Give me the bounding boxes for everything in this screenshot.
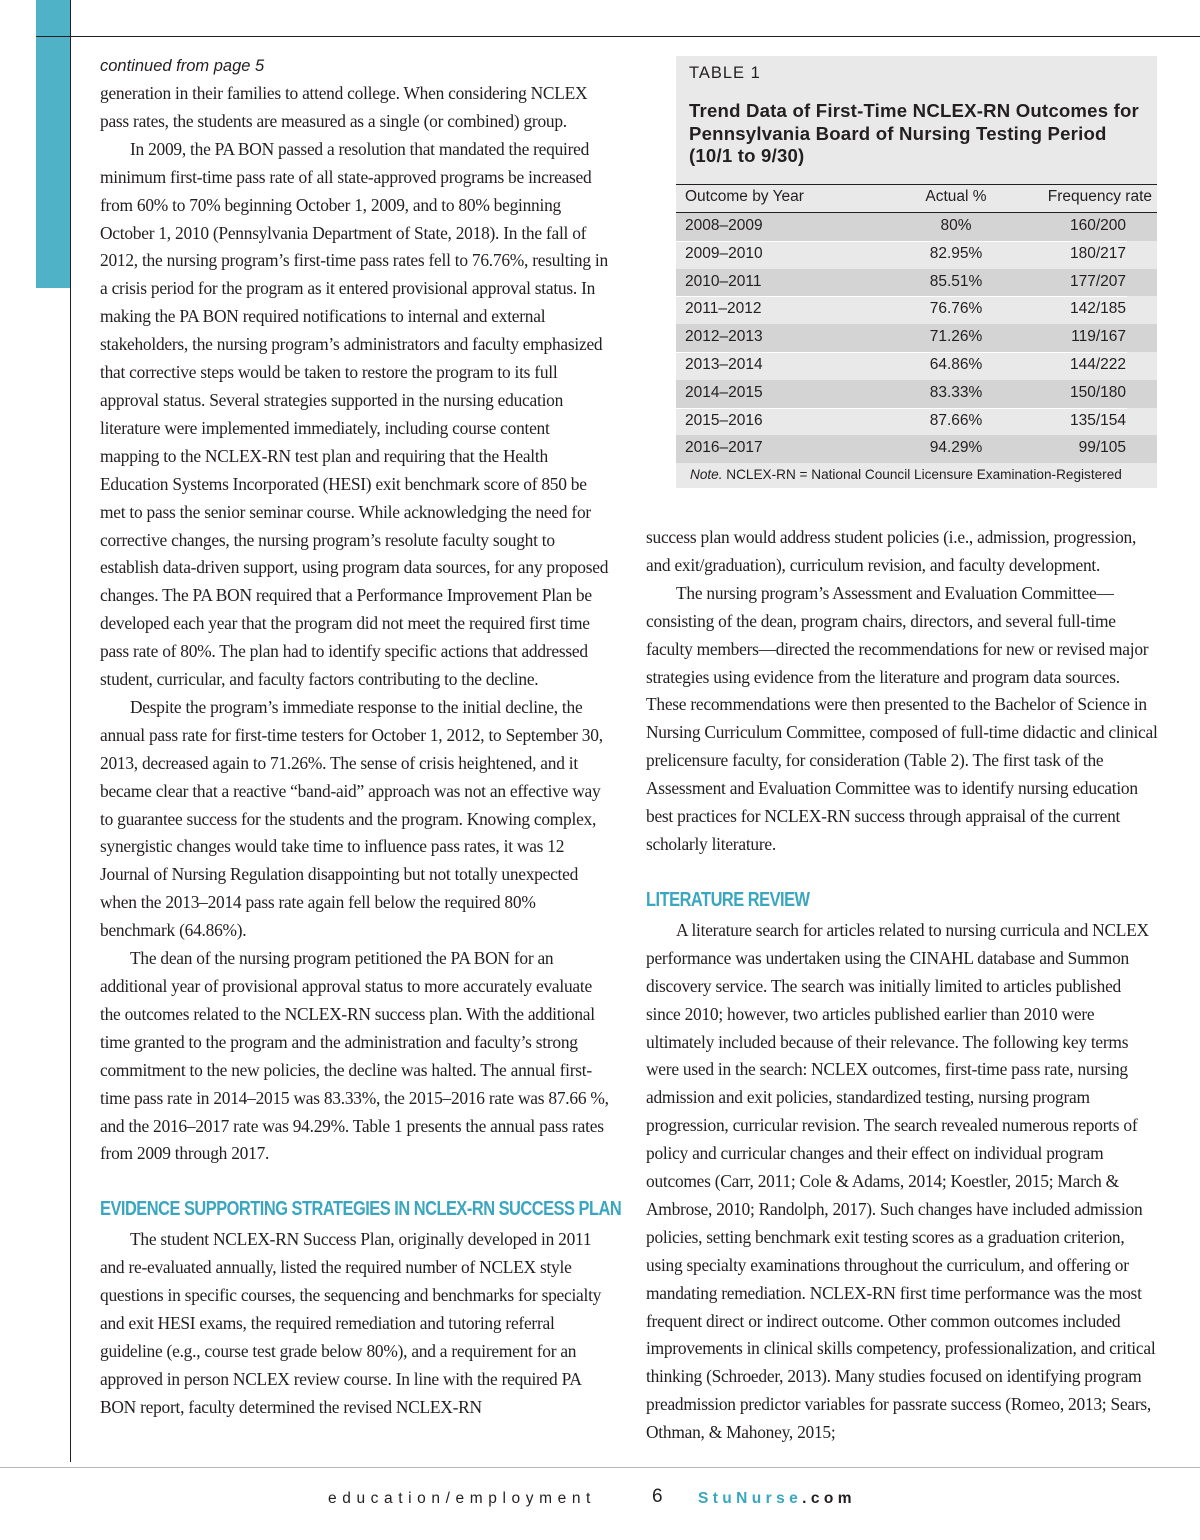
table-cell: 142/185 [1069,300,1126,318]
table-label: TABLE 1 [689,64,761,82]
table-cell: 2013–2014 [685,356,763,373]
table-cell: 83.33% [929,383,983,401]
table-cell: 85.51% [929,272,983,290]
footer-section-label: education/employment [328,1490,596,1507]
table-cell: 2014–2015 [685,383,763,401]
table-cell: 135/154 [1069,411,1126,429]
table-cell: 64.86% [929,356,983,373]
body-paragraph: The student NCLEX-RN Success Plan, originally developed in 2011 and re-evaluated annually, listed the required number of NCLEX style questions in specific courses, the sequencing and benchmarks for specialty and exit HESI exams, the required remediation and tutoring referral guideline (e.g., course test grade below 80%), and a requirement for an approved in person NCLEX review course. In line with the required PA BON report, faculty determined the revised NCLEX-RN [100,1229,602,1417]
table-cell: 2009–2010 [685,244,763,262]
table-title: Trend Data of First-Time NCLEX-RN Outcomes for Pennsylvania Board of Nursing Testing Period (10/1 to 9/30) [689,100,1139,166]
table-cell: 150/180 [1069,383,1126,401]
body-paragraph: A literature search for articles related to nursing curricula and NCLEX performance was undertaken using the CINAHL database and Summon discovery service. The search was initially limited to articles published since 2010; however, two articles published earlier than 2010 were ultimately included because of their relevance. The following key terms were used in the search: NCLEX outcomes, first-time pass rate, nursing admission and exit policies, standardized testing, nursing program progression, curricular revision. The search revealed numerous reports of policy and curricular changes and their effect on individual program outcomes (Carr, 2011; Cole & Adams, 2014; Koestler, 2015; March & Ambrose, 2010; Randolph, 2017). Such changes have included admission policies, setting benchmark exit testing scores as a graduation criterion, using specialty examinations throughout the curriculum, and offering or mandating remediation. NCLEX-RN first time performance was the most frequent direct or indirect outcome. Other common outcomes included improvements in clinical skills competency, professionalization, and critical thinking (Schroeder, 2013). Many studies focused on identifying program preadmission predictor variables for passrate success (Romeo, 2013; Sears, Othman, & Mahoney, 2015; [646,919,1156,1443]
table-row [676,296,1157,324]
accent-bar [36,0,70,288]
site-name-middle: Nurse [736,1490,803,1507]
table-cell: 87.66% [929,411,983,429]
table-cell: 2010–2011 [685,272,762,290]
table-cell: 2012–2013 [685,328,763,346]
table-cell: 180/217 [1069,244,1126,262]
table-cell: 99/105 [1078,439,1126,457]
table-cell: 160/200 [1069,217,1126,234]
top-rule [36,36,1200,37]
side-rule [70,0,71,1462]
footer-rule [0,1467,1200,1468]
table-cell: 2011–2012 [685,300,762,318]
section-heading: LITERATURE REVIEW [646,888,810,911]
body-paragraph: Despite the program’s immediate response to the initial decline, the annual pass rate for first-time testers for October 1, 2012, to September 30, 2013, decreased again to 71.26%. The sense of crisis heightened, and it became clear that a reactive “band-aid” approach was not an effective way to guarantee success for the students and the program. Knowing complex, synergistic changes would take time to influence pass rates, it was 12 Journal of Nursing Regulation disappointing but not totally unexpected when the 2013–2014 pass rate again fell below the required 80% benchmark (64.86%). [100,696,603,941]
table-row [676,213,1157,241]
body-paragraph: The nursing program’s Assessment and Evaluation Committee—consisting of the dean, program chairs, directors, and several full-time faculty members—directed the recommendations for new or revised major strategies using evidence from the literature and program data sources. These recommendations were then presented to the Bachelor of Science in Nursing Curriculum Committee, composed of full-time didactic and clinical prelicensure faculty, for consideration (Table 2). The first task of the Assessment and Evaluation Committee was to identify nursing education best practices for NCLEX-RN success through appraisal of the current scholarly literature. [646,582,1158,854]
site-name-prefix: Stu [698,1490,737,1507]
table-cell: 82.95% [929,244,983,262]
table-row [676,435,1157,463]
table-header-cell: Outcome by Year [685,188,804,205]
table-cell: 2016–2017 [685,439,763,457]
table-1 [676,56,1157,488]
body-paragraph: The dean of the nursing program petitioned the PA BON for an additional year of provisional approval status to more accurately evaluate the outcomes related to the NCLEX-RN success plan. With the additional time granted to the program and the administration and faculty’s strong commitment to the new policies, the decline was halted. The annual first-time pass rate in 2014–2015 was 83.33%, the 2015–2016 rate was 87.66 %, and the 2016–2017 rate was 94.29%. Table 1 presents the annual pass rates from 2009 through 2017. [100,948,609,1164]
continued-note: continued from page 5 [100,57,265,75]
table-cell: 119/167 [1071,328,1126,346]
site-name-suffix: .com [802,1490,856,1507]
table-row [676,324,1157,352]
table-row [676,241,1157,269]
table-header-row [676,184,1157,212]
table-header-cell: Actual % [925,188,987,205]
right-column [646,524,1158,1447]
table-cell: 80% [940,217,972,234]
table-cell: 76.76% [929,300,983,318]
table-header-cell: Frequency rate [1047,188,1152,205]
left-column [100,52,622,1422]
body-paragraph: success plan would address student policies (i.e., admission, progression, and exit/graduation), curriculum revision, and faculty development. [646,527,1137,575]
body-paragraph: In 2009, the PA BON passed a resolution that mandated the required minimum first-time pass rate of all state-approved programs be increased from 60% to 70% beginning October 1, 2009, and to 80% beginning October 1, 2010 (Pennsylvania Department of State, 2018). In the fall of 2012, the nursing program’s first-time pass rates fell to 76.76%, resulting in a crisis period for the program as it entered provisional approval status. In making the PA BON required notifications to internal and external stakeholders, the nursing program’s administrators and faculty emphasized that corrective steps would be taken to restore the program to its full approval status. Several strategies supported in the nursing education literature were implemented immediately, including course content mapping to the NCLEX-RN test plan and requiring that the Health Education Systems Incorporated (HESI) exit benchmark score of 850 be met to pass the senior seminar course. While acknowledging the need for corrective changes, the nursing program’s resolute faculty sought to establish data-driven support, using program data sources, for any proposed changes. The PA BON required that a Performance Improvement Plan be developed each year that the program did not meet the required first time pass rate of 80%. The plan had to identify specific actions that addressed student, curricular, and faculty factors contributing to the decline. [100,138,609,690]
table-cell: 144/222 [1069,356,1126,373]
table-cell: 94.29% [929,439,983,457]
table-note-label: Note. [690,467,723,482]
table-note [690,467,1122,482]
table-note-text: NCLEX-RN = National Council Licensure Examination-Registered [726,467,1122,482]
table-row [676,269,1157,297]
table-row [676,352,1157,380]
table-cell: 71.26% [929,328,983,346]
table-cell: 2008–2009 [685,217,763,234]
page-footer [0,1486,1200,1512]
page-number: 6 [652,1486,663,1507]
table-row [676,380,1157,408]
table-cell: 177/207 [1069,272,1126,290]
site-link[interactable] [698,1490,856,1508]
table-cell: 2015–2016 [685,411,763,429]
body-paragraph: generation in their families to attend college. When considering NCLEX pass rates, the students are measured as a single (or combined) group. [100,83,588,131]
section-heading: EVIDENCE SUPPORTING STRATEGIES IN NCLEX-RN SUCCESS PLAN [100,1198,622,1221]
table-row [676,408,1157,436]
